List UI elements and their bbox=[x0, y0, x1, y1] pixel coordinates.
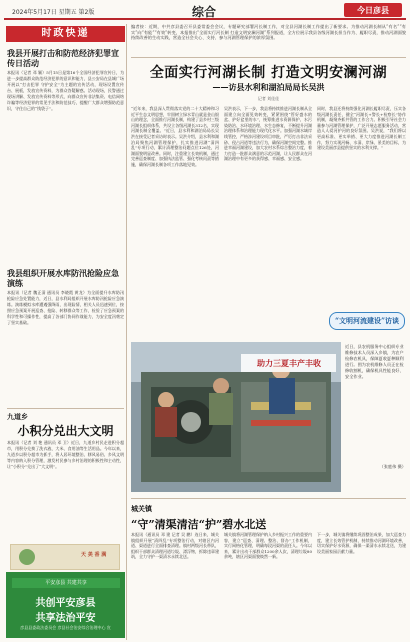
photo-credit: （张庭伟 摄） bbox=[379, 464, 406, 469]
story3-body: 本报讯（记者 刘 艳 通讯员 邓 卫）近日，九道乡村民走进积分超市，用积分兑换了洗衣液、大米、食用油等生活用品。今年以来，九道乡以积分超市为抓手，将人居环境整治、移风易俗、乡风文明等内容纳入积分管理，激发村民参与乡村治理的积极性和主动性，让“小积分”兑出了“大文明”。 bbox=[7, 440, 124, 469]
lower-col-3: 下一步，城关镇将继续巩固整治成果，加大巡查力度，建立长效管护机制，持续推动河湖环境改善，切实保护好水资源，确保一渠清水永续北送，为建设美丽家园贡献力量。 bbox=[317, 532, 406, 554]
story1-title[interactable]: 我县开展打击和防范经济犯罪宣传日活动 bbox=[7, 48, 119, 68]
divider bbox=[131, 498, 406, 499]
main-headline[interactable]: 全面实行河湖长制 打造文明安澜河湖 bbox=[149, 65, 388, 81]
article-col-1: “近年来，我县深入贯彻落实党的二十大精神和习近平生态文明思想，牢固树立绿水青山就是金山银山的理念，全面推行河湖长制，构建了县乡村三级河湖长组织体系，共设立各级河湖长312名，实现河湖长制全覆盖。”近日，县水利和湖泊局局长吴洪在接受记者采访时表示。吴洪介绍，县水利和湖泊局聚焦河湖管理保护，扎实推进河湖“清四乱”专项行动，累计清理整治问题点位126处，河湖面貌明显改善。同时，注重建立长效机制，通过完善巡查制度、加强执法监管、强化考核问责等措施，确保河湖长制各项工作落地见效。 bbox=[131, 106, 219, 167]
promo-sponsor: 彦县县委政法委员会 彦县社会治安综合治理中心 宣 bbox=[20, 625, 111, 630]
article-col-3: 同时，我县还将持续强化河湖长履职尽责，压实各级河湖长责任，健全“河湖长+警长+检察长”协作机制，凝聚齐抓共管的工作合力。积极引导社会力量参与河湖管理保护，广泛开展志愿服务活动，营造人人爱河护河的良好氛围。吴洪说，“我们将以更高标准、更实举措、更大力度推进河湖长制工作，努力实现河畅、水清、岸绿、景美的目标，为建设美丽彦县提供坚实的水利支撑。” bbox=[317, 106, 406, 151]
issue-date: 2024年5月17日 星期五 第2版 bbox=[12, 9, 95, 16]
section-title: 综合 bbox=[192, 5, 217, 19]
photo-banner: 助力三夏丰产丰收 bbox=[257, 358, 321, 368]
news-photo bbox=[131, 342, 341, 492]
lower-col-1: 本报讯（通讯员 邓 建 记者 吴 鹏）连日来，城关镇组织开展“清四乱”专项整治行动，对辖区内河道、渠道进行全面排查清理。镇村两级河长带队，组织干部群众清理河道垃圾、漂浮物，拆除违章建筑，全力守护一渠清水永续北送。 bbox=[131, 532, 219, 560]
column-band: 时政快递 bbox=[6, 26, 125, 42]
tree-icon bbox=[19, 549, 35, 565]
ad-thumbnail bbox=[10, 544, 120, 570]
story2-body: 本报讯（记者 魏正清 通讯员 李晓霞 黄龙）为全面提升水库防汛抢险应急处置能力，近日，县水利局组织开展水库防汛抢险应急演练。演练模拟水库遭遇强降雨，出现险情，相关人员迅速到位，按照应急预案开展巡查、抢险、转移群众等工作，检验了应急预案的科学性和可操作性，提高了各部门协同作战能力，为安全度汛奠定了坚实基础。 bbox=[7, 290, 124, 325]
newspaper-page bbox=[4, 2, 406, 640]
page-header bbox=[4, 2, 406, 20]
lower-col-2: 城关镇将河湖管理保护纳入乡村振兴工作的重要内容，建立“巡查、清理、整治、督办”工作机制，实行网格化管理，明确每段河渠的责任人。今年以来，累计出动干部群众1200余人次，清理垃圾80余吨，辖区河渠面貌焕然一新。 bbox=[224, 532, 312, 560]
lower-kicker: 城关镇 bbox=[131, 504, 152, 513]
left-column bbox=[4, 24, 127, 640]
promo-banner bbox=[6, 572, 125, 638]
promo-line1: 共创平安彦县 bbox=[35, 598, 96, 609]
photo-caption: 近日，县农机服务中心组织专业维修技术人员深入乡镇，为农户检修农机具，保障夏收夏种顺利进行。图为农机维修人员正在检修收割机，确保机具性能良好、安全作业。 bbox=[345, 344, 404, 379]
main-area bbox=[131, 24, 406, 640]
story3-kicker: 九道乡 bbox=[7, 412, 28, 421]
newspaper-logo: 今日彦县 bbox=[344, 3, 402, 17]
lower-headline[interactable]: “守”清渠清洁“护”碧水北送 bbox=[131, 518, 267, 531]
main-subheadline: ——访县水利和湖泊局局长吴洪 bbox=[212, 82, 325, 92]
ad-text: 天 美 香 满 bbox=[81, 552, 107, 558]
byline: 记者 刘佳佳 bbox=[257, 96, 280, 101]
story1-body: 本报讯（记者 邓 颖）5月15日是第16个全国经济犯罪宣传日，为进一步提高群众防范经济犯罪的意识和能力，县公安局在县城广场开展以“打击犯罪 守护安全”为主题的宣传活动，现场设置宣传台、展板，发放宣传资料，为群众答疑解惑。活动现场，民警通过现场讲解、发放宣传资料等形式，向群众宣传非法集资、电信网络诈骗等经济犯罪的常见手法和防范技巧，提醒广大群众增强防范意识，守住自己的“钱袋子”。 bbox=[7, 70, 124, 111]
story2-title[interactable]: 我县组织开展水库防汛抢险应急演练 bbox=[7, 268, 119, 288]
story3-title[interactable]: 小积分兑出大文明 bbox=[17, 424, 114, 438]
article-col-2: 吴洪表示，下一步，我县将持续推进河湖长制从全面建立向全面见效转变，紧紧围绕“管好盛水的盆、护好盆里的水”，统筹推进水资源保护、水污染防治、水环境治理、水生态修复，不断提升河湖治理体系和治理能力现代化水平。加强河湖水域岸线管控，严格涉河建设项目审批，严厉打击非法采砂、侵占河道等违法行为，确保河湖空间完整。推进幸福河湖建设，加大农村水系综合整治力度，着力打造一批群众满意的示范河湖，让人民群众在河湖治理中有更多的获得感、幸福感、安全感。 bbox=[224, 106, 312, 162]
promo-line2: 共享法治平安 bbox=[35, 613, 96, 624]
series-label: “文明河流建设”访谈 bbox=[329, 312, 405, 330]
divider bbox=[7, 408, 124, 409]
editor-note: 编者按：近期，中共彦县委召开县委常委会会议，专题研究部署河长制工作，对全县河湖长制工作提出了新要求。为推动河湖长制从“有名”“有实”向“有能”“有效”转变，本报推出“全面实行河长制 打造文明安澜河湖”系列报道，全方位展示我县各级河湖长担当作为、履职尽责，推动河湖面貌持续改善的生动实践，营造全社会关心、支持、参与河湖管理保护的浓厚氛围。 bbox=[131, 24, 406, 58]
promo-top-strip: 平安彦县 共建共享 bbox=[12, 578, 120, 588]
